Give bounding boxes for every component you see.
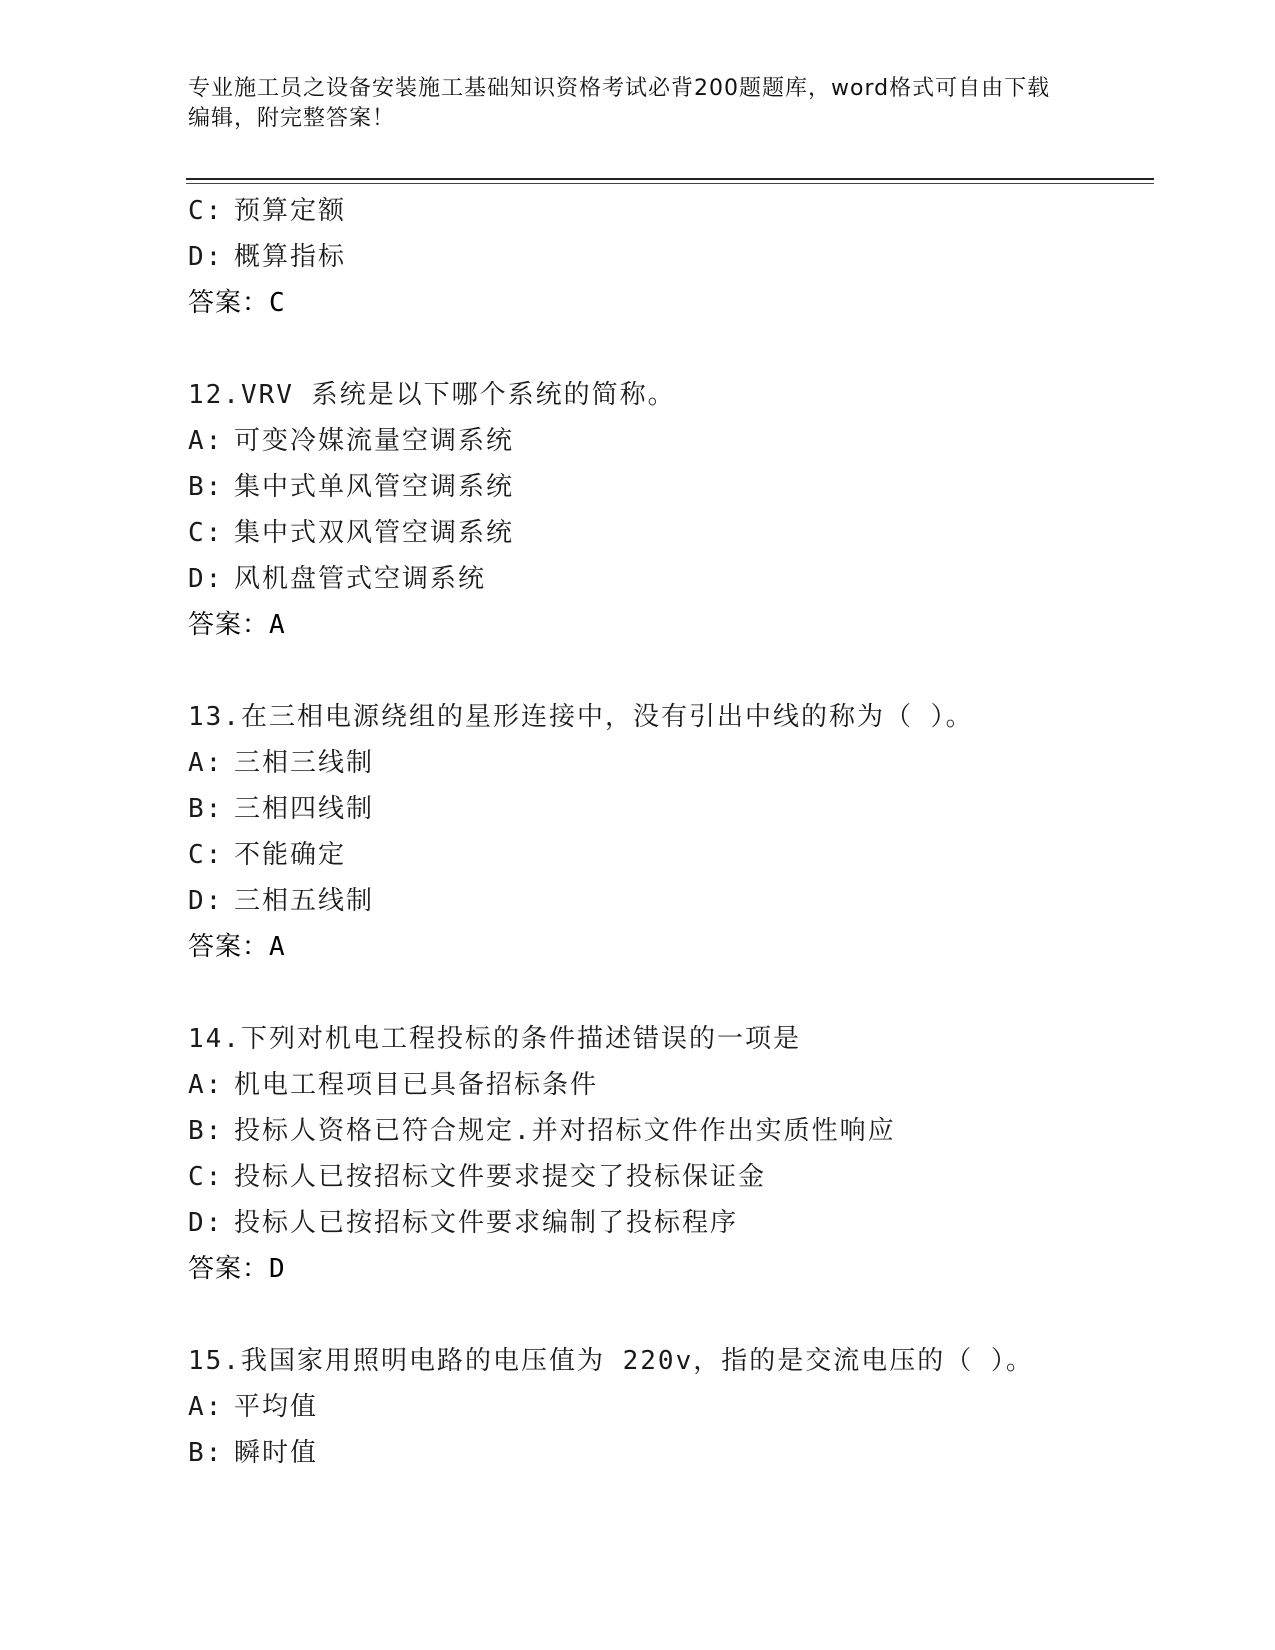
option-letter: D: [188,1208,224,1238]
option-letter: B: [188,1116,224,1146]
option-b [188,1430,1148,1476]
option-text: 三相三线制 [234,748,375,778]
option-text: 三相四线制 [234,794,375,824]
question-text: 在三相电源绕组的星形连接中，没有引出中线的称为（ ）。 [240,702,974,732]
option-letter: A: [188,1070,224,1100]
question-number: 13. [188,702,241,732]
option-a [188,418,1148,464]
option-a [188,740,1148,786]
header-divider [186,178,1154,184]
divider-thin-line [186,183,1154,184]
option-text: 瞬时值 [234,1438,319,1468]
option-b [188,464,1148,510]
option-letter: C: [188,840,224,870]
option-text: 三相五线制 [234,886,375,916]
option-d [188,556,1148,602]
option-text: 投标人已按招标文件要求编制了投标程序 [234,1208,739,1238]
option-c [188,188,1148,234]
option-b [188,786,1148,832]
option-letter: A: [188,426,224,456]
option-a [188,1384,1148,1430]
answer-label: 答案： [188,1254,270,1284]
answer-label: 答案： [188,932,270,962]
option-letter: D: [188,886,224,916]
spacer [188,648,1148,694]
question-list [188,188,1148,1476]
option-letter: C: [188,1162,224,1192]
answer-line [188,924,1148,970]
option-letter: D: [188,564,224,594]
option-b [188,1108,1148,1154]
question-number: 12. [188,380,241,410]
answer-value: A [269,932,286,962]
option-letter: B: [188,472,224,502]
option-letter: A: [188,748,224,778]
question-text: VRV 系统是以下哪个系统的简称。 [240,380,676,410]
option-d [188,878,1148,924]
option-text: 机电工程项目已具备招标条件 [234,1070,599,1100]
answer-label: 答案： [188,288,270,318]
spacer [188,326,1148,372]
option-c [188,510,1148,556]
question-stem [188,372,1148,418]
answer-label: 答案： [188,610,270,640]
option-c [188,832,1148,878]
option-letter: C: [188,518,224,548]
question-text: 下列对机电工程投标的条件描述错误的一项是 [240,1024,801,1054]
spacer [188,1292,1148,1338]
option-d [188,1200,1148,1246]
answer-value: A [269,610,286,640]
answer-line [188,1246,1148,1292]
divider-thick-line [186,178,1154,180]
answer-value: D [269,1254,286,1284]
question-stem [188,694,1148,740]
question-stem [188,1016,1148,1062]
option-letter: B: [188,794,224,824]
question-stem [188,1338,1148,1384]
answer-line [188,280,1148,326]
option-text: 投标人已按招标文件要求提交了投标保证金 [234,1162,767,1192]
header-text: 专业施工员之设备安装施工基础知识资格考试必背200题题库，word格式可自由下载编辑，附完整答案！ [188,76,1051,131]
question-text: 我国家用照明电路的电压值为 220v，指的是交流电压的（ ）。 [240,1346,1034,1376]
option-text: 平均值 [234,1392,319,1422]
option-text: 概算指标 [234,242,347,272]
option-text: 可变冷媒流量空调系统 [234,426,515,456]
spacer [188,970,1148,1016]
option-c [188,1154,1148,1200]
option-letter: C: [188,196,224,226]
option-text: 风机盘管式空调系统 [234,564,487,594]
option-a [188,1062,1148,1108]
option-letter: D: [188,242,224,272]
option-letter: B: [188,1438,224,1468]
answer-value: C [269,288,286,318]
option-d [188,234,1148,280]
option-text: 投标人资格已符合规定.并对招标文件作出实质性响应 [234,1116,896,1146]
answer-line [188,602,1148,648]
option-letter: A: [188,1392,224,1422]
option-text: 集中式双风管空调系统 [234,518,515,548]
question-number: 14. [188,1024,241,1054]
option-text: 不能确定 [234,840,347,870]
document-header [188,74,1068,134]
question-number: 15. [188,1346,241,1376]
option-text: 预算定额 [234,196,347,226]
option-text: 集中式单风管空调系统 [234,472,515,502]
